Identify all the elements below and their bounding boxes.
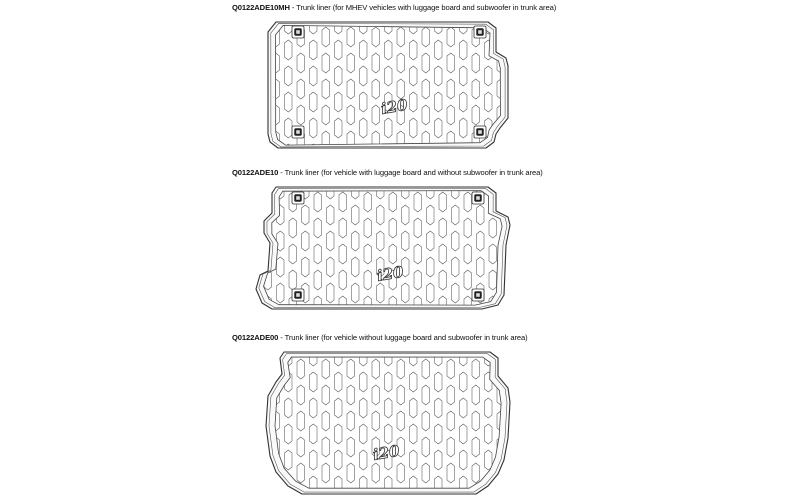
- fastener-clip: [472, 289, 484, 301]
- trunk-liner-illustration: [262, 18, 512, 150]
- rib: [272, 359, 280, 379]
- rib: [377, 309, 385, 329]
- rib: [427, 309, 435, 329]
- liner-caption-3: [232, 333, 528, 342]
- fastener-clip: [292, 289, 304, 301]
- rib: [302, 309, 310, 329]
- part-description: - Trunk liner (for vehicle with luggage board and without subwoofer in trunk area): [278, 168, 543, 177]
- rib: [277, 309, 285, 329]
- part-number: Q0122ADE10: [232, 168, 279, 177]
- trunk-liner-drawing-3: [262, 348, 514, 500]
- liner-caption-1: [232, 3, 556, 12]
- part-description: - Trunk liner (for MHEV vehicles with luggage board and subwoofer in trunk area): [289, 3, 557, 12]
- fastener-clip: [474, 26, 486, 38]
- rib: [272, 489, 280, 500]
- trunk-liner-illustration: [252, 183, 514, 313]
- rib: [497, 489, 505, 500]
- rib: [402, 309, 410, 329]
- fastener-clip: [292, 192, 304, 204]
- fastener-clip: [474, 126, 486, 138]
- fastener-clip: [472, 192, 484, 204]
- rib: [264, 192, 272, 212]
- trunk-liner-drawing-2: [252, 183, 514, 313]
- part-number: Q0122ADE10MH: [232, 3, 290, 12]
- trunk-liner-illustration: [262, 348, 514, 500]
- rib: [352, 309, 360, 329]
- rib: [502, 309, 510, 329]
- part-number: Q0122ADE00: [232, 333, 279, 342]
- trunk-liner-drawing-1: [262, 18, 512, 150]
- rib: [477, 309, 485, 329]
- i20-logo: i20: [371, 441, 401, 464]
- i20-logo: i20: [379, 95, 409, 118]
- part-description: - Trunk liner (for vehicle without luggage board and subwoofer in trunk area): [278, 333, 528, 342]
- liner-caption-2: [232, 168, 543, 177]
- rib: [497, 27, 505, 47]
- fastener-clip: [292, 126, 304, 138]
- liner-floor: [264, 191, 503, 306]
- rib: [502, 179, 510, 199]
- fastener-clip: [292, 26, 304, 38]
- rib: [497, 131, 505, 151]
- rib: [327, 309, 335, 329]
- i20-logo: i20: [375, 262, 405, 285]
- rib: [452, 309, 460, 329]
